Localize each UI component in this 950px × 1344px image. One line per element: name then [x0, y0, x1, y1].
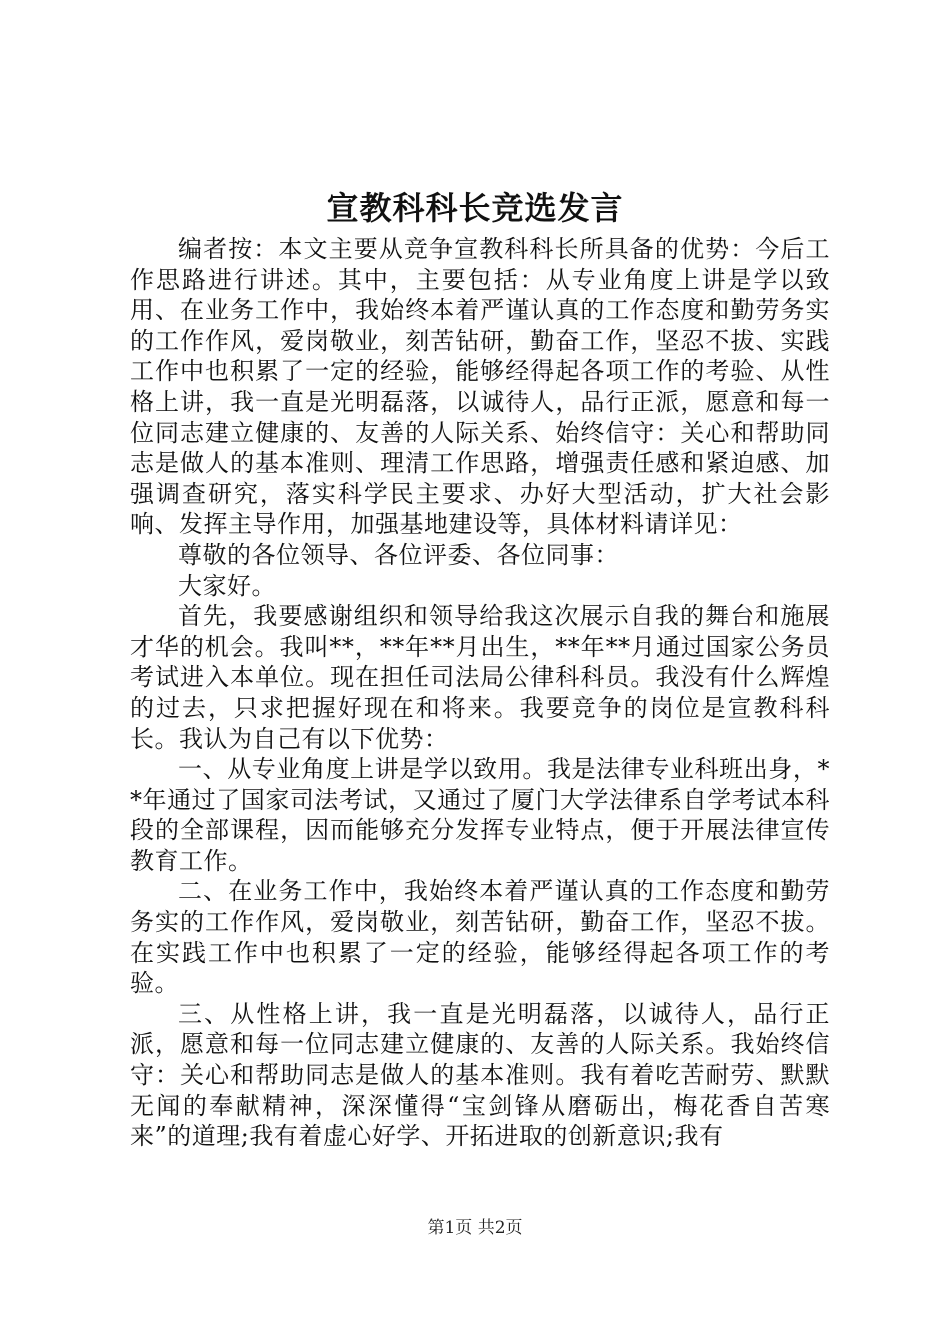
page-number-footer: 第1页 共2页: [427, 1218, 523, 1238]
document-body: [130, 234, 830, 1152]
document-title: 宣教科科长竞选发言: [326, 189, 624, 227]
editor-note-paragraph: 编者按：本文主要从竞争宣教科科长所具备的优势：今后工作思路进行讲述。其中，主要包括：从专业角度上讲是学以致用、在业务工作中，我始终本着严谨认真的工作态度和勤劳务实的工作作风，爱岗敬业，刻苦钻研，勤奋工作，坚忍不拔、实践工作中也积累了一定的经验，能够经得起各项工作的考验、从性格上讲，我一直是光明磊落，以诚待人，品行正派，愿意和每一位同志建立健康的、友善的人际关系、始终信守：关心和帮助同志是做人的基本准则、理清工作思路，增强责任感和紧迫感、加强调查研究，落实科学民主要求、办好大型活动，扩大社会影响、发挥主导作用，加强基地建设等，具体材料请详见：: [130, 235, 830, 539]
intro-paragraph: 首先，我要感谢组织和领导给我这次展示自我的舞台和施展才华的机会。我叫**，**年**月出生，**年**月通过国家公务员考试进入本单位。现在担任司法局公律科科员。我没有什么辉煌的过去，只求把握好现在和将来。我要竞争的岗位是宣教科科长。我认为自己有以下优势：: [130, 602, 830, 753]
advantage-one-paragraph: 一、从专业角度上讲是学以致用。我是法律专业科班出身，**年通过了国家司法考试，又通过了厦门大学法律系自学考试本科段的全部课程，因而能够充分发挥专业特点，便于开展法律宣传教育工作。: [130, 755, 830, 875]
greeting-paragraph: 大家好。: [178, 571, 276, 600]
salutation-paragraph: 尊敬的各位领导、各位评委、各位同事：: [178, 540, 619, 569]
advantage-two-paragraph: 二、在业务工作中，我始终本着严谨认真的工作态度和勤劳务实的工作作风，爱岗敬业，刻苦钻研，勤奋工作，坚忍不拔。在实践工作中也积累了一定的经验，能够经得起各项工作的考验。: [130, 877, 830, 998]
advantage-three-paragraph: 三、从性格上讲，我一直是光明磊落，以诚待人，品行正派，愿意和每一位同志建立健康的、友善的人际关系。我始终信守：关心和帮助同志是做人的基本准则。我有着吃苦耐劳、默默无闻的奉献精神，深深懂得“宝剑锋从磨砺出，梅花香自苦寒来”的道理;我有着虚心好学、开拓进取的创新意识;我有: [130, 999, 830, 1151]
